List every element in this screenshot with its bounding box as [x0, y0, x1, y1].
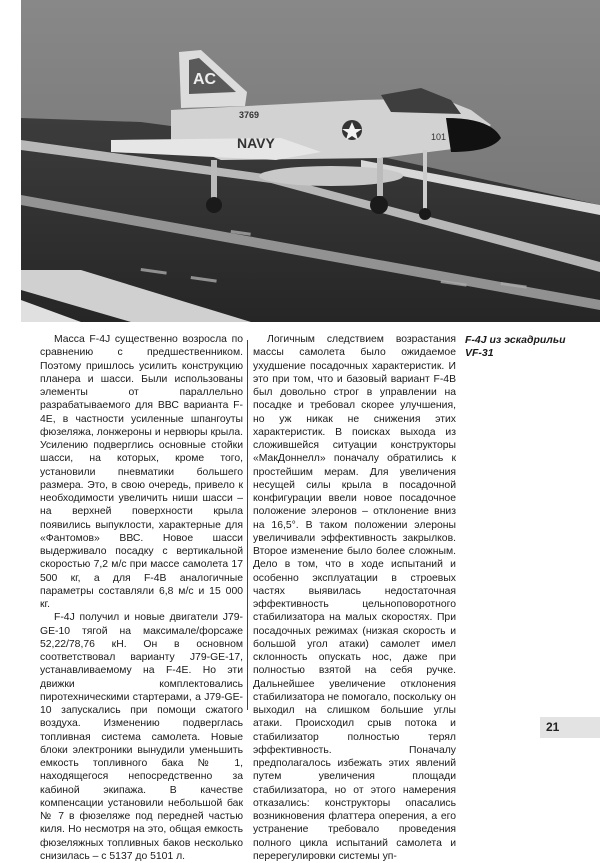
- tail-number-text: 3769: [239, 110, 260, 120]
- paragraph: F-4J получил и новые двигатели J79-GE-10 тягой на максимале/форсаже 52,22/78,76 кН. Он в основном соответствовал варианту J79-GE-17, устанавливаемому на F-4E. Но эти движки комплектовались пиротехническими стартерами, а J79-GE-10 запускались при помощи сжатого воздуха. Изменению подверглась топливная система самолета. Новые блоки электроники вынудили уменьшить емкость топливного бака № 1, находящегося непосредственно за кабиной экипажа. В качестве компенсации установили небольшой бак № 7 в фюзеляже под передней частью киля. Но несмотря на это, общая емкость фюзеляжных топливных баков несколько снизилась – с 5137 до 5101 л.: [40, 612, 243, 862]
- article-column-left: [40, 333, 243, 863]
- aircraft-photo: [21, 0, 600, 322]
- photo-caption: [465, 334, 595, 360]
- caption-line: F-4J из эскадрильи: [465, 334, 566, 346]
- page-number: 21: [546, 720, 560, 734]
- tail-code-text: AC: [193, 71, 217, 88]
- navy-text: NAVY: [237, 135, 275, 151]
- page-number-box: [540, 717, 600, 738]
- caption-line: VF-31: [465, 347, 494, 359]
- paragraph: Логичным следствием возрастания массы самолета было ожидаемое ухудшение посадочных характеристик. И это при том, что и базовый вариант F-4B был довольно строг в управлении на посадке и требовал скорее улучшения, но уж никак не снижения этих характеристик. В поисках выхода из сложившейся ситуации конструкторы «МакДоннелл» поначалу обратились к простейшим мерам. Для увеличения несущей силы крыла в посадочной конфигурации ввели новое посадочное положение элеронов – отклонение вниз на 16,5°. В таком положении элероны увеличивали эффективность закрылков. Второе изменение было более сложным. Дело в том, что в ходе испытаний и особенно эксплуатации в строевых частях выявилась недостаточная эффективность цельноповоротного стабилизатора на малых скоростях. При посадочных режимах (низкая скорость и большой угол атаки) самолет имел склонность опускать нос, даже при полностью взятой на себя ручке. Дальнейшее увеличение отклонения стабилизатора не помогало, поскольку он выходил на слишком большие углы атаки. Происходил срыв потока и стабилизатор полностью терял эффективность. Поначалу предполагалось избежать этих явлений путем увеличения площади стабилизатора, но от этого намерения отказались: конструкторы опасались возникновения флаттера оперения, а его устранение требовало проведения полного цикла испытаний самолета и перерегулировки системы уп-: [253, 334, 456, 862]
- column-divider: [247, 340, 248, 710]
- f4j-carrier-landing-image: [21, 0, 600, 322]
- paragraph: Масса F-4J существенно возросла по сравнению с предшественником. Поэтому пришлось усилить конструкцию планера и шасси. Были использованы элементы от параллельно разрабатываемого для ВВС варианта F-4E, в частности усиленные шпангоуты фюзеляжа, лонжероны и нервюры крыла. Усилению подверглись основные стойки шасси, на которых, кроме того, установили пневматики большего размера. Это, в свою очередь, привело к необходимости увеличить ниши шасси – на верхней поверхности крыла появились выпуклости, характерные для «Фантомов» ВВС. Новое шасси выдерживало посадку с вертикальной скоростью 7,2 м/с при массе самолета 17 500 кг, а для F-4B аналогичные параметры составляли 6,8 м/с и 15 000 кг.: [40, 334, 243, 610]
- nose-number-text: 101: [431, 132, 447, 142]
- article-column-middle: [253, 333, 456, 863]
